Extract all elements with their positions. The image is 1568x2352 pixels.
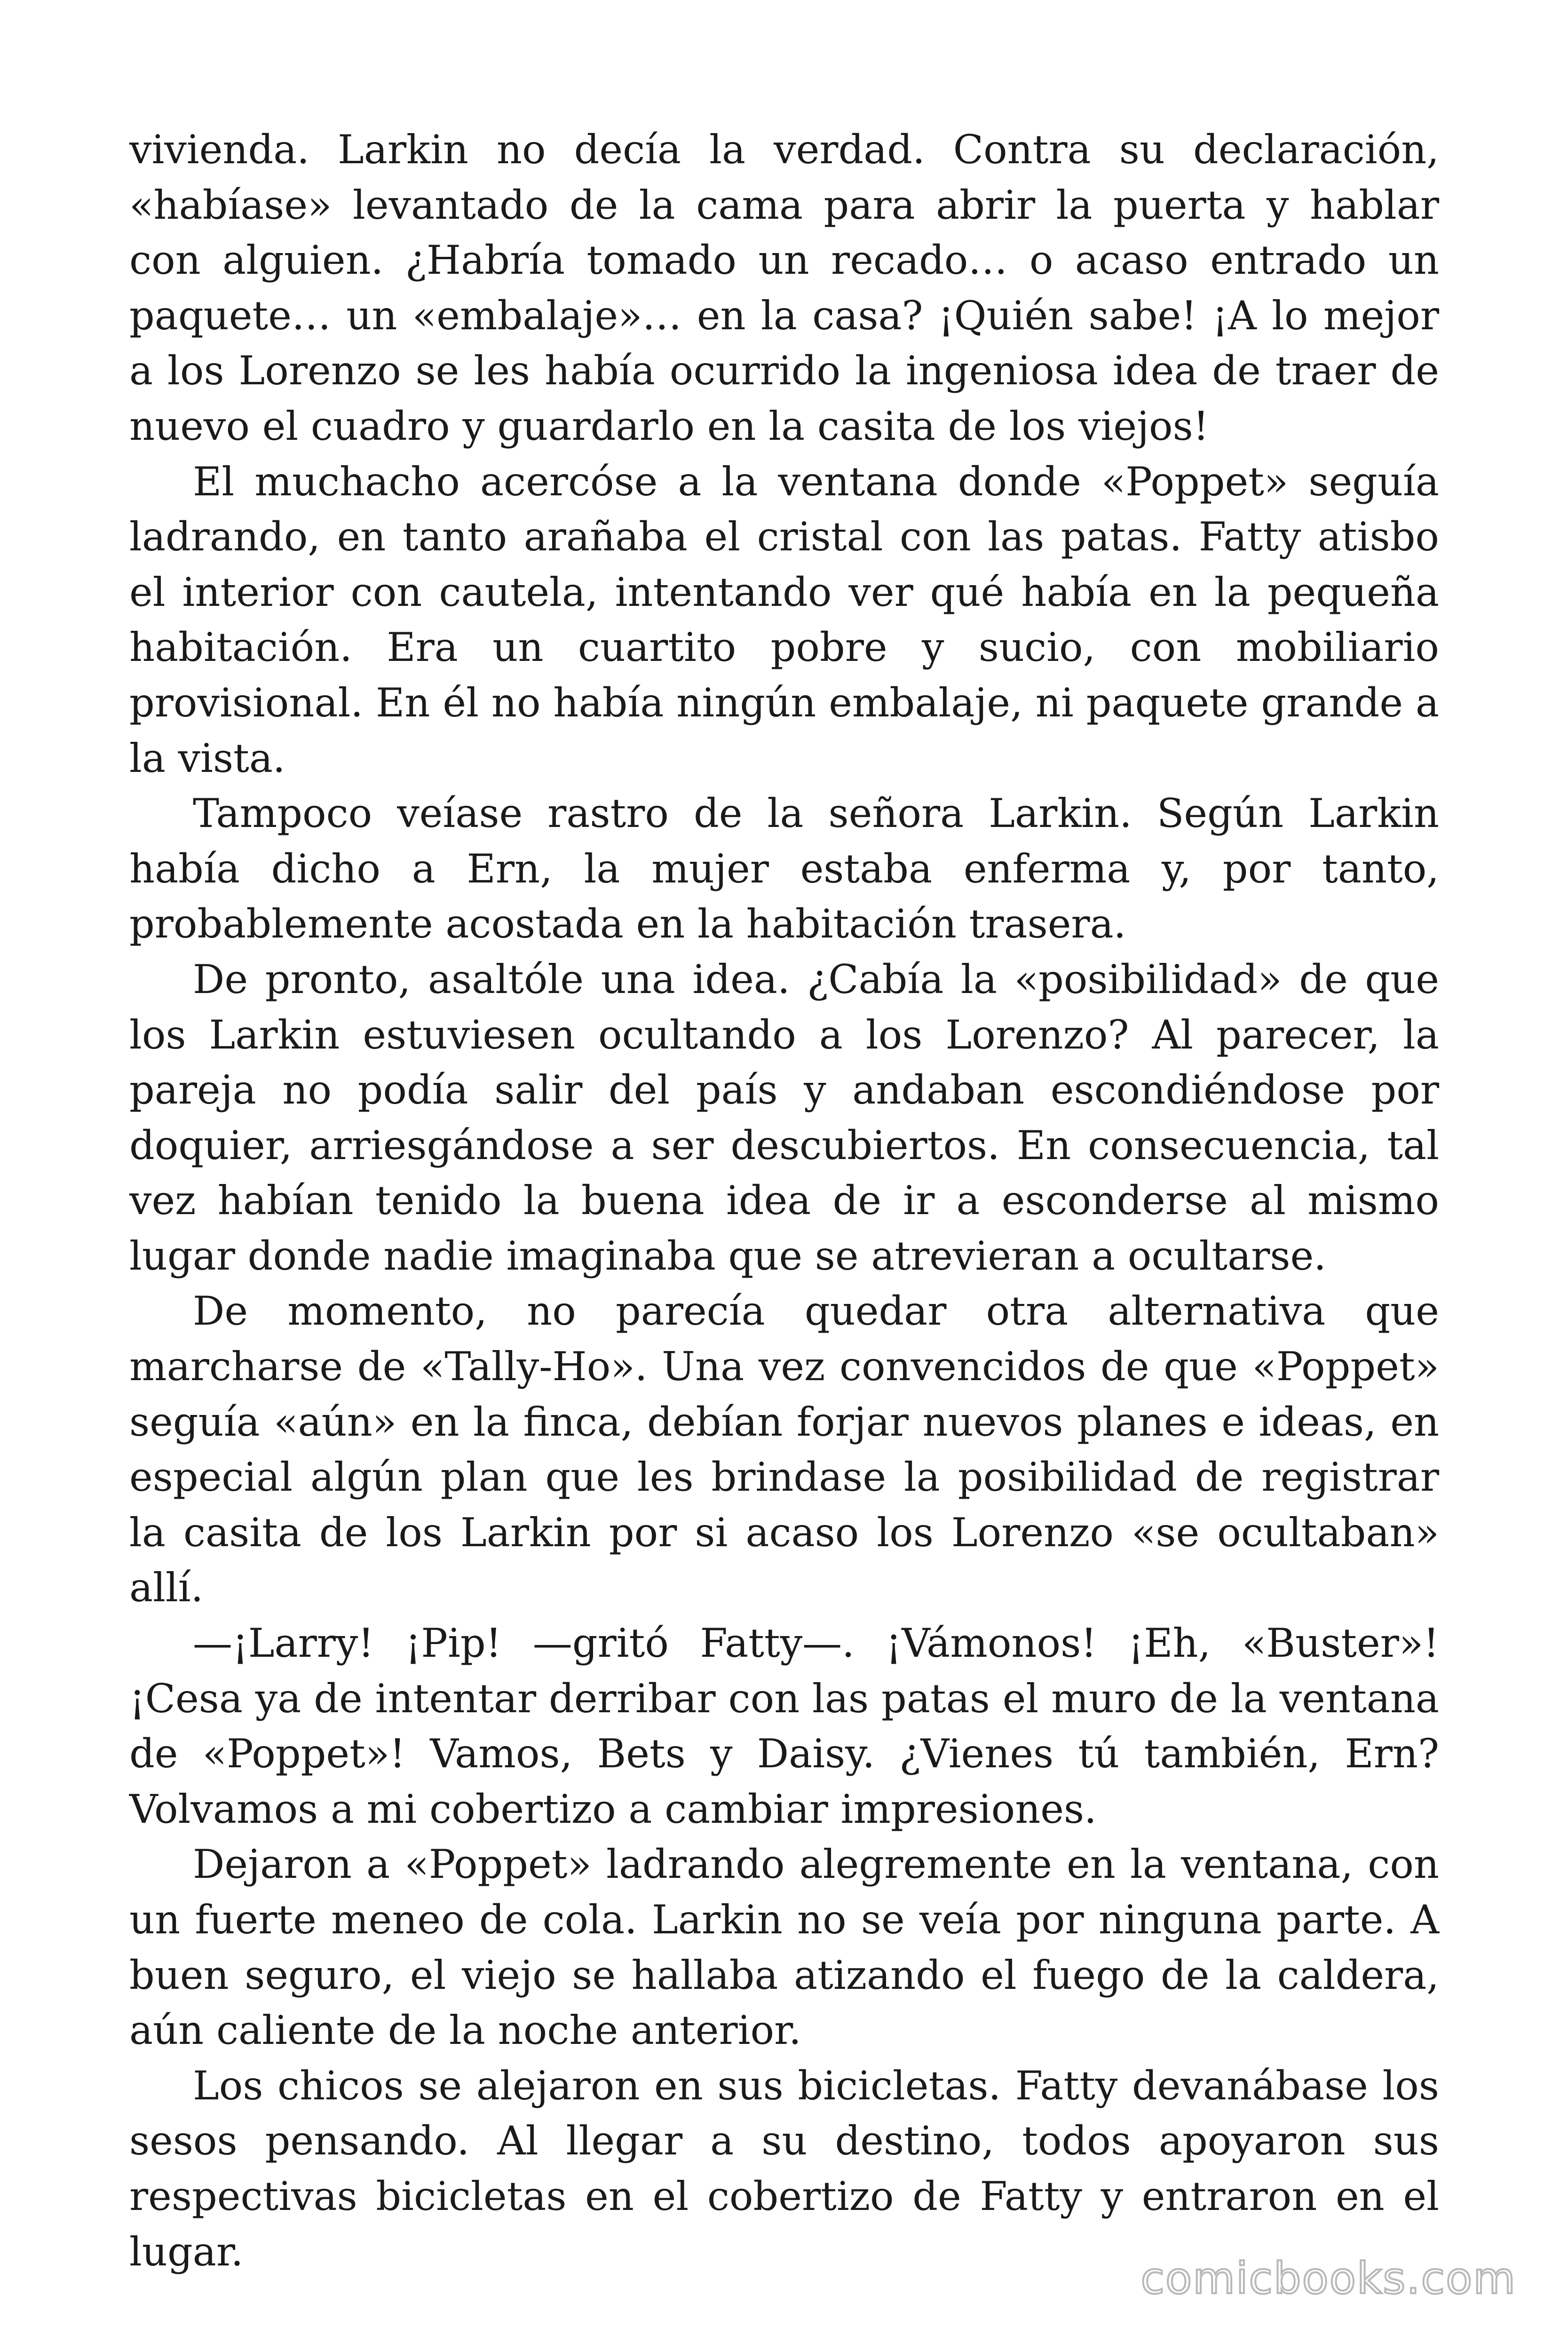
paragraph-5: De momento, no parecía quedar otra alternativa que marcharse de «Tally-Ho». Una vez convencidos de que «Poppet» seguía «aún» en la finca, debían forjar nuevos planes e ideas, en especial algún plan que les brindase la posibilidad de registrar la casita de los Larkin por si acaso los Lorenzo «se ocultaban» allí. xyxy=(129,1288,1439,1611)
paragraph-3: Tampoco veíase rastro de la señora Larkin. Según Larkin había dicho a Ern, la mujer estaba enferma y, por tanto, probablemente acostada en la habitación trasera. xyxy=(129,790,1439,947)
paragraph-8: Los chicos se alejaron en sus bicicletas. Fatty devanábase los sesos pensando. Al llegar a su destino, todos apoyaron sus respectivas bicicletas en el cobertizo de Fatty y entraron en el lugar. xyxy=(129,2062,1439,2275)
paragraph-4: De pronto, asaltóle una idea. ¿Cabía la «posibilidad» de que los Larkin estuviesen ocultando a los Lorenzo? Al parecer, la pareja no podía salir del país y andaban escondiéndose por doquier, arriesgándose a ser descubiertos. En consecuencia, tal vez habían tenido la buena idea de ir a esconderse al mismo lugar donde nadie imaginaba que se atrevieran a ocultarse. xyxy=(129,956,1439,1279)
watermark: comicbooks.com xyxy=(1140,2253,1516,2304)
text-body xyxy=(129,122,1439,2280)
paragraph-2: El muchacho acercóse a la ventana donde «Poppet» seguía ladrando, en tanto arañaba el cristal con las patas. Fatty atisbo el interior con cautela, intentando ver qué había en la pequeña habitación. Era un cuartito pobre y sucio, con mobiliario provisional. En él no había ningún embalaje, ni paquete grande a la vista. xyxy=(129,458,1439,781)
paragraph-1: vivienda. Larkin no decía la verdad. Contra su declaración, «habíase» levantado de la cama para abrir la puerta y hablar con alguien. ¿Habría tomado un recado… o acaso entrado un paquete… un «embalaje»… en la casa? ¡Quién sabe! ¡A lo mejor a los Lorenzo se les había ocurrido la ingeniosa idea de traer de nuevo el cuadro y guardarlo en la casita de los viejos! xyxy=(129,127,1439,449)
paragraph-6: —¡Larry! ¡Pip! —gritó Fatty—. ¡Vámonos! ¡Eh, «Buster»! ¡Cesa ya de intentar derribar con las patas el muro de la ventana de «Poppet»! Vamos, Bets y Daisy. ¿Vienes tú también, Ern? Volvamos a mi cobertizo a cambiar impresiones. xyxy=(129,1620,1439,1832)
paragraph-7: Dejaron a «Poppet» ladrando alegremente en la ventana, con un fuerte meneo de cola. Larkin no se veía por ninguna parte. A buen seguro, el viejo se hallaba atizando el fuego de la caldera, aún caliente de la noche anterior. xyxy=(129,1841,1439,2054)
